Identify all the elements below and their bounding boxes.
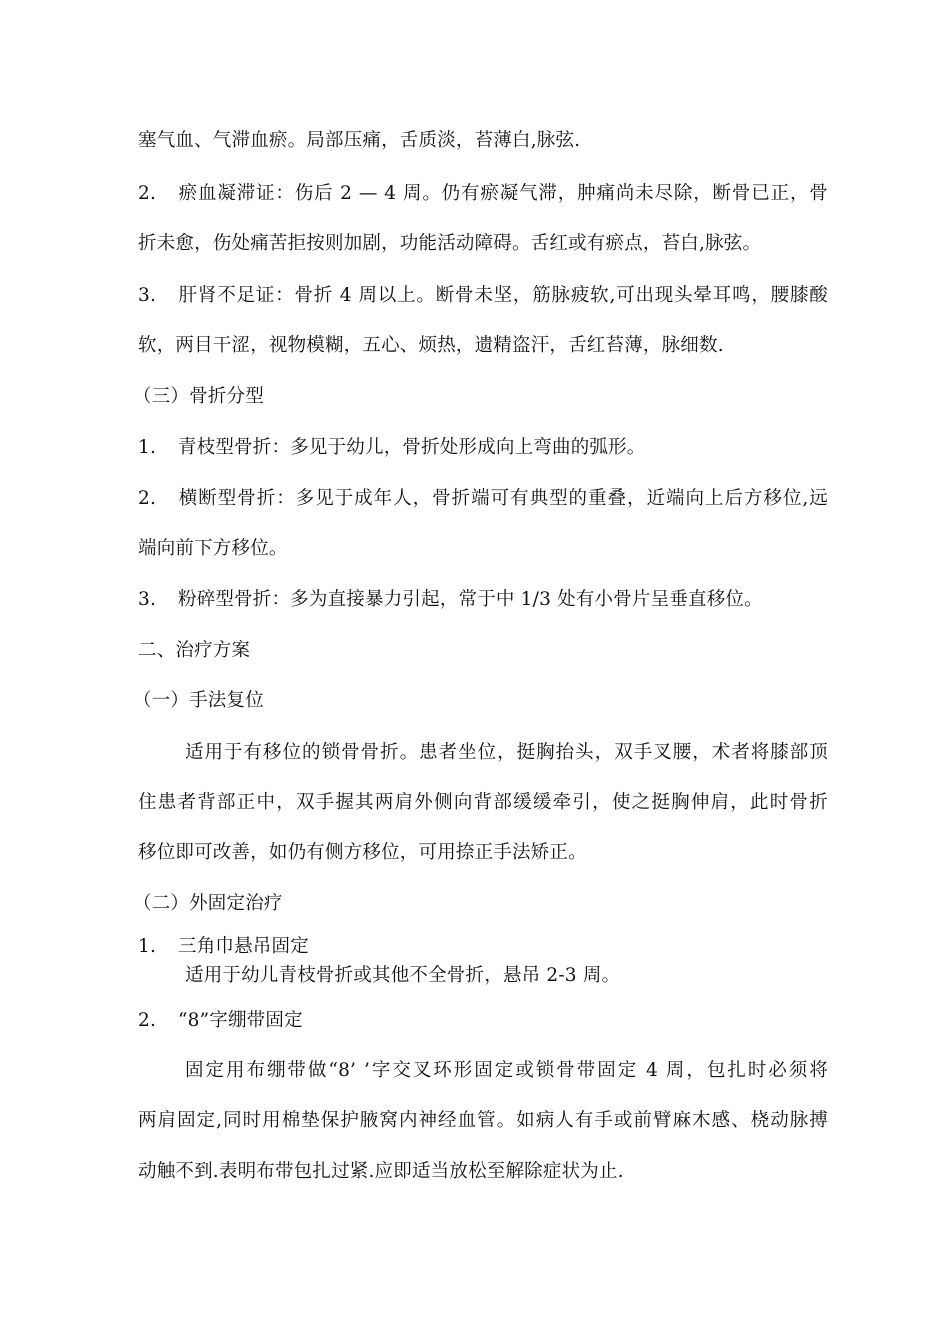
paragraph-line — [138, 790, 828, 816]
section-heading-fracture-types — [133, 384, 823, 410]
text-line — [138, 231, 828, 257]
line-text: 两肩固定,同时用棉垫保护腋窝内神经血管。如病人有手或前臂麻木感、桡动脉搏 — [138, 1110, 828, 1131]
line-text: 动触不到.表明布带包扎过紧.应即适当放松至解除症状为止. — [138, 1161, 624, 1182]
heading-text: （三）骨折分型 — [133, 386, 264, 407]
list-item-1-fixation — [138, 934, 828, 960]
list-item-2-type — [138, 486, 828, 512]
subsection-heading-manual-reduction — [133, 688, 823, 714]
line-text: 瘀血凝滞证：伤后 2 — 4 周。仍有瘀凝气滞，肿痛尚未尽除，断骨已正，骨 — [178, 183, 828, 204]
text-line — [138, 536, 828, 562]
list-number: 1. — [138, 936, 157, 957]
line-text: 适用于有移位的锁骨骨折。患者坐位，挺胸抬头，双手叉腰，术者将膝部顶 — [185, 742, 828, 763]
line-text: 肝肾不足证：骨折 4 周以上。断骨未坚，筋脉疲软,可出现头晕耳鸣，腰膝酸 — [178, 285, 828, 306]
line-text: 适用于幼儿青枝骨折或其他不全骨折，悬吊 2-3 周。 — [185, 965, 621, 986]
line-text: 三角巾悬吊固定 — [178, 936, 309, 957]
list-item-1-type — [138, 435, 828, 461]
line-text: 端向前下方移位。 — [138, 538, 288, 559]
line-text: “8”字绷带固定 — [178, 1010, 303, 1031]
paragraph-line — [185, 740, 828, 766]
list-item-3-syndrome — [138, 283, 828, 309]
paragraph-line — [138, 1159, 828, 1185]
list-item-3-type — [138, 587, 828, 613]
list-item-2-syndrome — [138, 181, 828, 207]
line-text: 塞气血、气滞血瘀。局部压痛，舌质淡，苔薄白,脉弦. — [138, 130, 581, 151]
text-line — [138, 333, 828, 359]
list-number: 2. — [138, 488, 157, 509]
heading-text: （一）手法复位 — [133, 690, 264, 711]
line-text: 移位即可改善，如仍有侧方移位，可用捺正手法矫正。 — [138, 842, 587, 863]
subsection-heading-external-fixation — [133, 891, 823, 917]
line-text: 软，两目干涩，视物模糊，五心、烦热，遗精盗汗，舌红苔薄，脉细数. — [138, 335, 724, 356]
section-heading-treatment — [138, 638, 828, 664]
line-text: 固定用布绷带做“8’ ’字交叉环形固定或锁骨带固定 4 周，包扎时必须将 — [185, 1060, 828, 1081]
line-text: 住患者背部正中，双手握其两肩外侧向背部缓缓牵引，使之挺胸伸肩，此时骨折 — [138, 792, 828, 813]
list-item-2-fixation — [138, 1008, 828, 1034]
text-line — [138, 128, 828, 154]
line-text: 粉碎型骨折：多为直接暴力引起，常于中 1/3 处有小骨片呈垂直移位。 — [178, 589, 763, 610]
list-number: 1. — [138, 437, 157, 458]
line-text: 横断型骨折：多见于成年人，骨折端可有典型的重叠，近端向上后方移位,远 — [178, 488, 828, 509]
paragraph-line — [138, 1108, 828, 1134]
paragraph-line — [185, 963, 828, 989]
line-text: 折未愈，伤处痛苦拒按则加剧，功能活动障碍。舌红或有瘀点，苔白,脉弦。 — [138, 233, 762, 254]
paragraph-line — [185, 1058, 828, 1084]
list-number: 3. — [138, 285, 157, 306]
line-text: 青枝型骨折：多见于幼儿，骨折处形成向上弯曲的弧形。 — [178, 437, 646, 458]
heading-text: 二、治疗方案 — [138, 640, 251, 661]
list-number: 2. — [138, 183, 157, 204]
heading-text: （二）外固定治疗 — [133, 893, 283, 914]
list-number: 3. — [138, 589, 157, 610]
list-number: 2. — [138, 1010, 157, 1031]
paragraph-line — [138, 840, 828, 866]
